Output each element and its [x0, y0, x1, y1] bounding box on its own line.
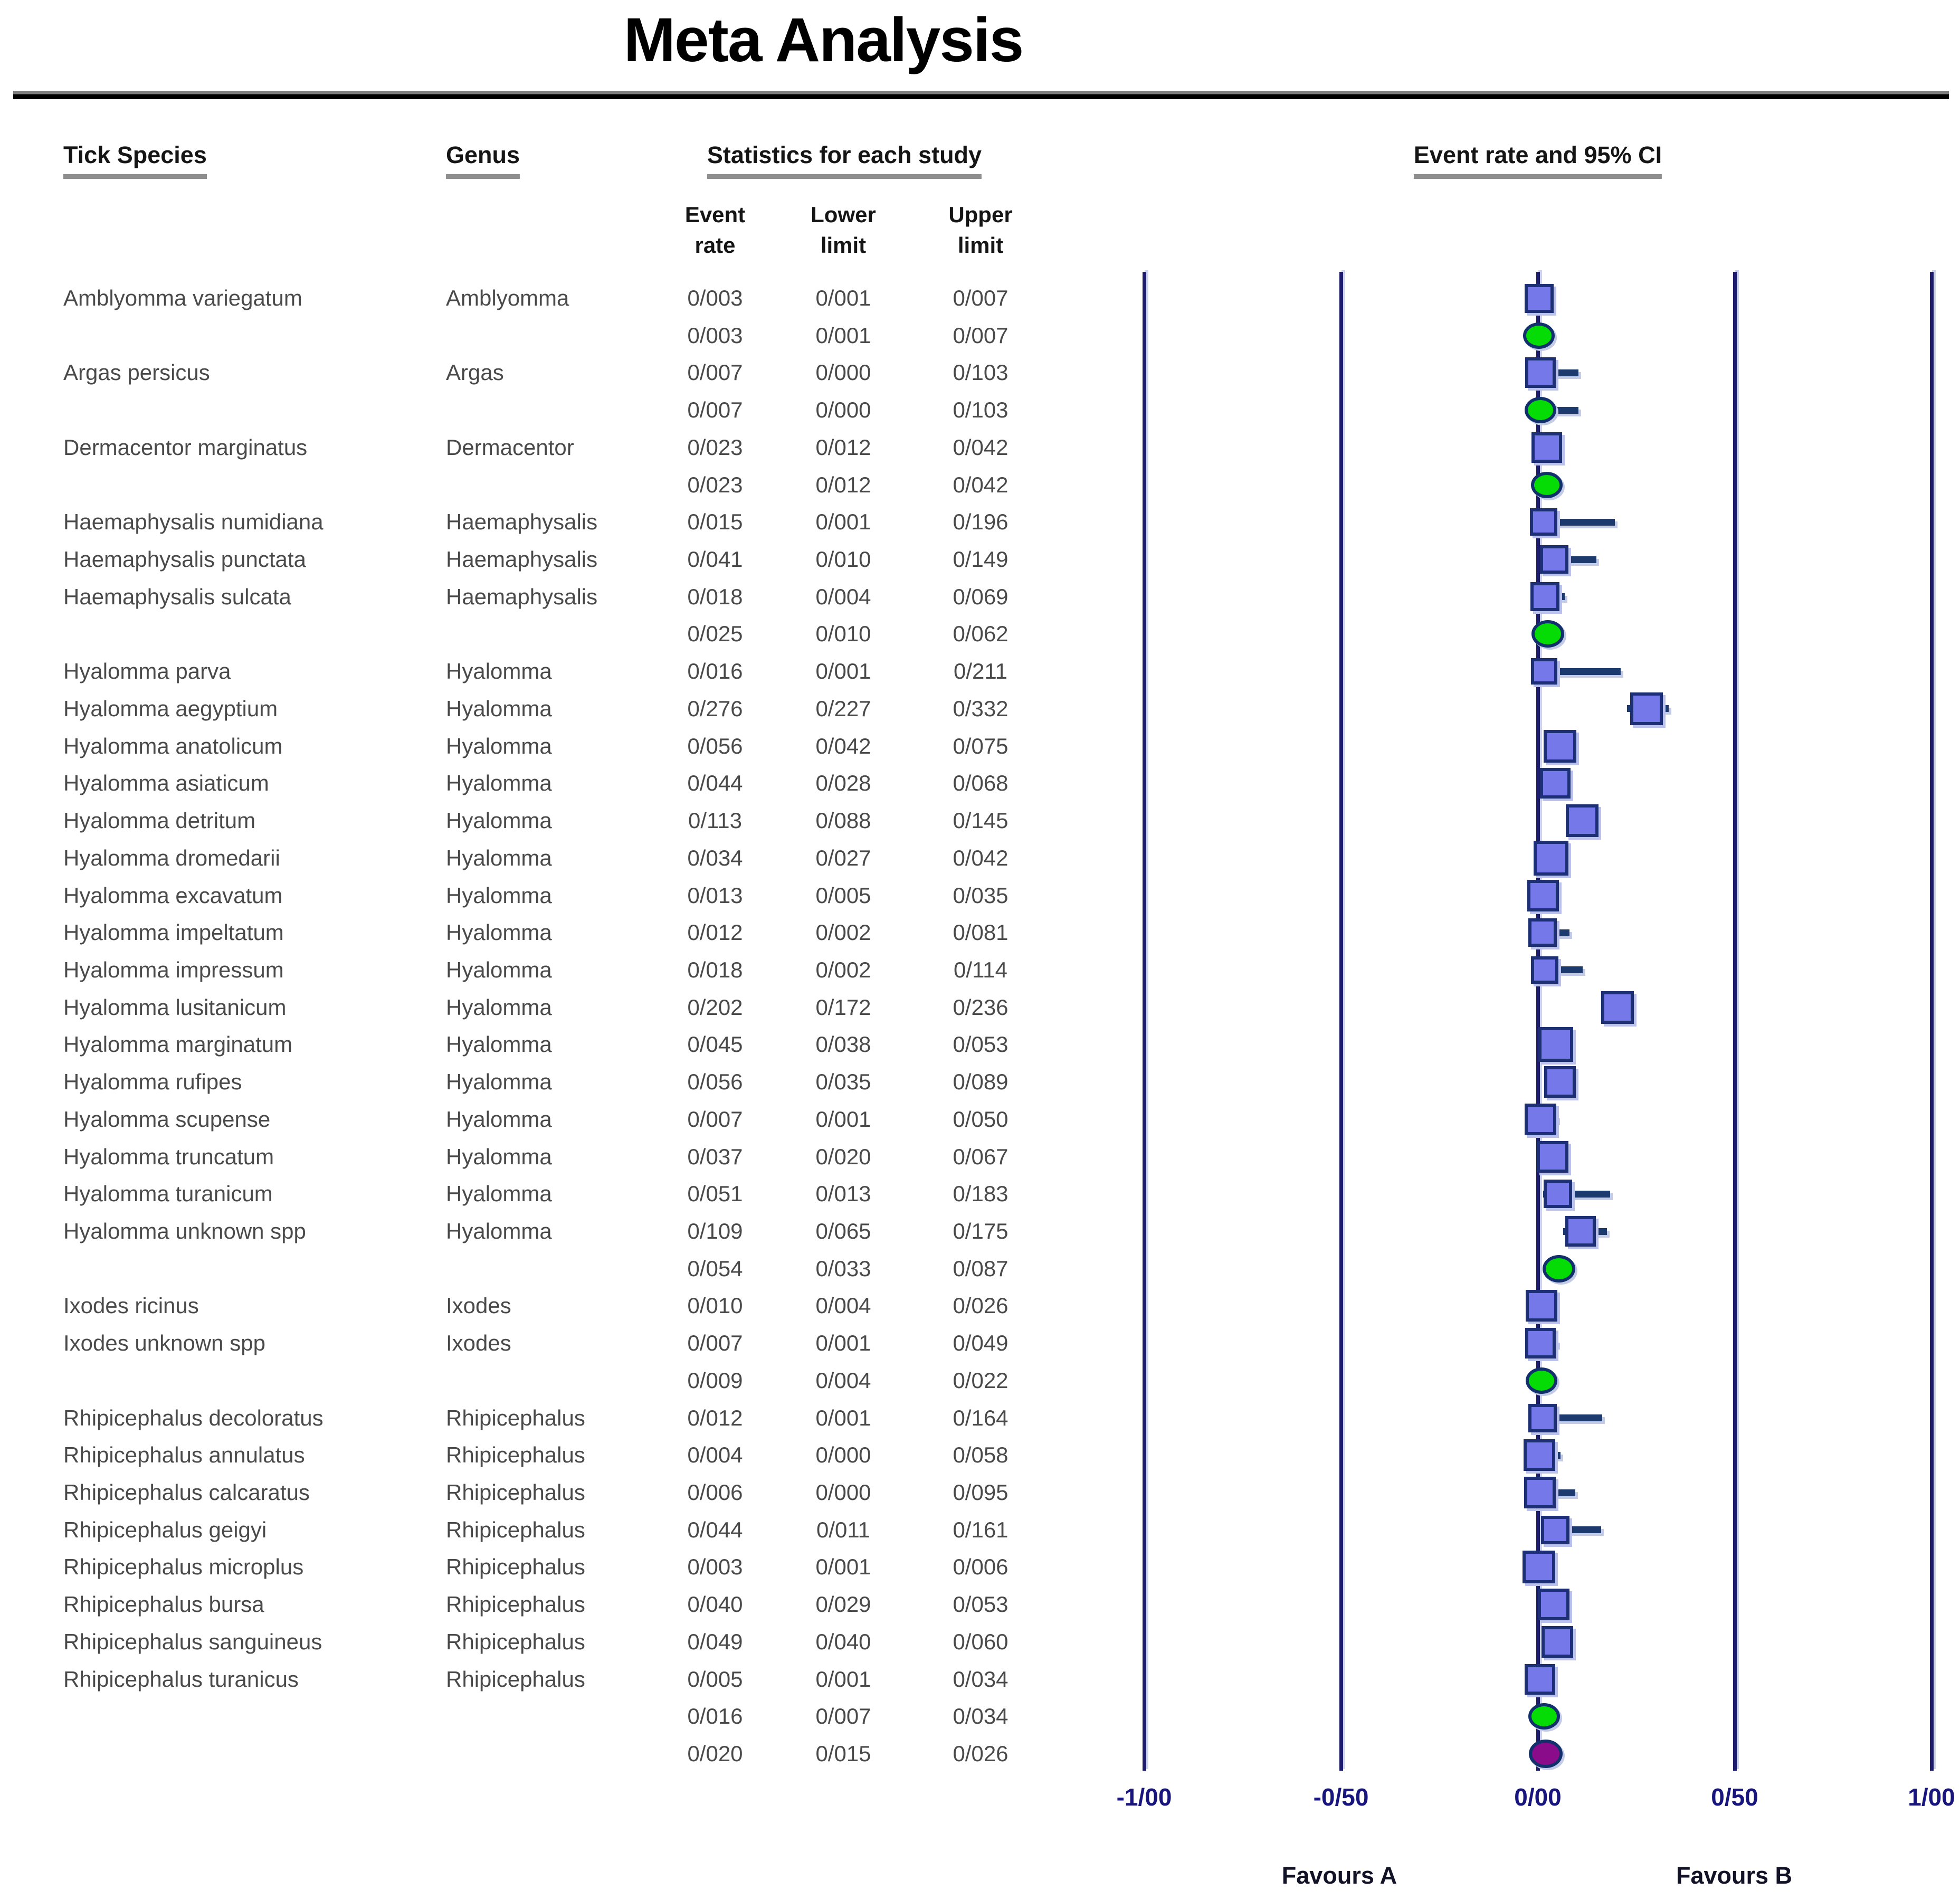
subtotal-circle — [1528, 1703, 1560, 1730]
table-row — [0, 1030, 1082, 1059]
lower-limit-cell: 0/040 — [815, 1629, 871, 1654]
table-row — [0, 1628, 1082, 1656]
genus-cell: Haemaphysalis — [446, 584, 598, 609]
study-square — [1534, 841, 1568, 876]
table-row — [0, 620, 1082, 648]
genus-cell: Rhipicephalus — [446, 1666, 585, 1692]
species-cell: Ixodes unknown spp — [63, 1331, 265, 1356]
lower-limit-cell: 0/000 — [815, 360, 871, 385]
table-row — [0, 1553, 1082, 1581]
lower-limit-cell: 0/042 — [815, 733, 871, 758]
species-cell: Hyalomma marginatum — [63, 1032, 293, 1057]
table-row — [0, 583, 1082, 611]
event-rate-cell: 0/018 — [687, 957, 743, 982]
lower-limit-cell: 0/002 — [815, 920, 871, 945]
species-cell: Haemaphysalis punctata — [63, 547, 306, 572]
upper-limit-cell: 0/103 — [953, 397, 1008, 423]
event-rate-cell: 0/054 — [687, 1256, 743, 1281]
lower-limit-cell: 0/004 — [815, 1367, 871, 1393]
genus-cell: Hyalomma — [446, 1106, 552, 1132]
subheader-event-line1: Event — [684, 202, 746, 227]
species-cell: Hyalomma impressum — [63, 957, 284, 982]
species-cell: Hyalomma dromedarii — [63, 845, 280, 870]
table-row — [0, 1441, 1082, 1469]
axis-tick-label: 0/00 — [1514, 1783, 1562, 1811]
genus-cell: Haemaphysalis — [446, 509, 598, 535]
lower-limit-cell: 0/001 — [815, 322, 871, 348]
upper-limit-cell: 0/034 — [953, 1666, 1008, 1692]
lower-limit-cell: 0/027 — [815, 845, 871, 870]
genus-cell: Ixodes — [446, 1293, 511, 1318]
gridline — [1733, 272, 1737, 1771]
table-row — [0, 545, 1082, 574]
table-row — [0, 471, 1082, 499]
lower-limit-cell: 0/001 — [815, 659, 871, 684]
study-square — [1530, 508, 1557, 536]
table-row — [0, 918, 1082, 947]
subheader-event-line2: rate — [694, 233, 736, 258]
event-rate-cell: 0/049 — [687, 1629, 743, 1654]
upper-limit-cell: 0/069 — [953, 584, 1008, 609]
species-cell: Rhipicephalus microplus — [63, 1554, 304, 1580]
gridline — [1930, 272, 1934, 1771]
lower-limit-cell: 0/172 — [815, 994, 871, 1020]
subheader-lower-limit — [780, 200, 907, 261]
species-cell: Rhipicephalus calcaratus — [63, 1480, 310, 1505]
species-cell: Rhipicephalus annulatus — [63, 1442, 305, 1468]
upper-limit-cell: 0/060 — [953, 1629, 1008, 1654]
event-rate-cell: 0/044 — [687, 771, 743, 796]
table-row — [0, 396, 1082, 424]
genus-cell: Hyalomma — [446, 1032, 552, 1057]
study-square — [1540, 768, 1571, 799]
lower-limit-cell: 0/007 — [815, 1704, 871, 1729]
genus-cell: Hyalomma — [446, 1069, 552, 1095]
lower-limit-cell: 0/033 — [815, 1256, 871, 1281]
species-cell: Hyalomma rufipes — [63, 1069, 242, 1095]
table-row — [0, 284, 1082, 312]
event-rate-cell: 0/007 — [687, 1331, 743, 1356]
table-row — [0, 433, 1082, 462]
table-row — [0, 1105, 1082, 1134]
species-cell: Rhipicephalus sanguineus — [63, 1629, 322, 1654]
axis-tick-label: -1/00 — [1116, 1783, 1172, 1811]
event-rate-cell: 0/004 — [687, 1442, 743, 1468]
axis-tick-label: 1/00 — [1908, 1783, 1955, 1811]
genus-cell: Hyalomma — [446, 920, 552, 945]
genus-cell: Hyalomma — [446, 696, 552, 721]
table-row — [0, 881, 1082, 910]
table-row — [0, 1516, 1082, 1544]
table-row — [0, 1180, 1082, 1208]
upper-limit-cell: 0/175 — [953, 1219, 1008, 1243]
table-row — [0, 956, 1082, 984]
event-rate-cell: 0/006 — [687, 1480, 743, 1505]
genus-cell: Rhipicephalus — [446, 1517, 585, 1542]
lower-limit-cell: 0/012 — [815, 434, 871, 460]
study-square — [1530, 582, 1559, 611]
upper-limit-cell: 0/007 — [953, 286, 1008, 310]
genus-cell: Hyalomma — [446, 957, 552, 982]
upper-limit-cell: 0/022 — [953, 1367, 1008, 1393]
table-row — [0, 1068, 1082, 1096]
species-cell: Rhipicephalus bursa — [63, 1592, 264, 1617]
upper-limit-cell: 0/332 — [953, 696, 1008, 721]
upper-limit-cell: 0/026 — [953, 1293, 1008, 1318]
event-rate-cell: 0/056 — [687, 1069, 743, 1095]
table-row — [0, 1143, 1082, 1171]
upper-limit-cell: 0/236 — [953, 994, 1008, 1020]
lower-limit-cell: 0/001 — [815, 1666, 871, 1692]
study-square — [1525, 1104, 1556, 1135]
study-square — [1525, 1328, 1556, 1358]
event-rate-cell: 0/023 — [687, 472, 743, 497]
table-row — [0, 1740, 1082, 1768]
subheader-event-rate — [652, 200, 778, 261]
study-square — [1524, 1477, 1556, 1508]
study-square — [1538, 1589, 1569, 1620]
study-square — [1525, 357, 1556, 388]
upper-limit-cell: 0/183 — [953, 1181, 1008, 1206]
col-header-statistics: Statistics for each study — [707, 141, 982, 179]
col-header-tick-species: Tick Species — [63, 141, 207, 179]
subheader-lower-line1: Lower — [811, 202, 876, 227]
gridline — [1339, 272, 1343, 1771]
upper-limit-cell: 0/068 — [953, 771, 1008, 796]
upper-limit-cell: 0/067 — [953, 1144, 1008, 1169]
subtotal-circle — [1525, 397, 1556, 423]
subtotal-circle — [1526, 1367, 1557, 1394]
table-row — [0, 806, 1082, 835]
study-square — [1531, 956, 1558, 984]
lower-limit-cell: 0/000 — [815, 397, 871, 423]
study-square — [1525, 1664, 1555, 1695]
lower-limit-cell: 0/028 — [815, 771, 871, 796]
table-row — [0, 695, 1082, 723]
table-row — [0, 508, 1082, 536]
genus-cell: Rhipicephalus — [446, 1405, 585, 1430]
upper-limit-cell: 0/089 — [953, 1069, 1008, 1095]
event-rate-cell: 0/109 — [687, 1219, 743, 1243]
favours-a-label: Favours A — [1281, 1862, 1397, 1889]
favours-b-label: Favours B — [1676, 1862, 1793, 1889]
species-cell: Hyalomma asiaticum — [63, 771, 269, 796]
lower-limit-cell: 0/002 — [815, 957, 871, 982]
lower-limit-cell: 0/010 — [815, 547, 871, 572]
table-row — [0, 769, 1082, 797]
species-cell: Hyalomma turanicum — [63, 1181, 273, 1206]
title-rule — [13, 91, 1949, 99]
lower-limit-cell: 0/001 — [815, 1405, 871, 1430]
genus-cell: Hyalomma — [446, 994, 552, 1020]
species-cell: Amblyomma variegatum — [63, 286, 302, 310]
study-square — [1525, 284, 1554, 313]
event-rate-cell: 0/276 — [687, 696, 743, 721]
upper-limit-cell: 0/026 — [953, 1741, 1008, 1766]
study-square — [1528, 918, 1557, 947]
genus-cell: Haemaphysalis — [446, 547, 598, 572]
table-row — [0, 993, 1082, 1022]
col-header-genus: Genus — [446, 141, 520, 179]
species-cell: Hyalomma detritum — [63, 808, 256, 833]
lower-limit-cell: 0/000 — [815, 1442, 871, 1468]
species-cell: Hyalomma scupense — [63, 1106, 271, 1132]
table-row — [0, 1665, 1082, 1694]
event-rate-cell: 0/113 — [688, 808, 742, 833]
upper-limit-cell: 0/006 — [953, 1554, 1008, 1580]
upper-limit-cell: 0/114 — [954, 957, 1007, 982]
event-rate-cell: 0/015 — [687, 509, 743, 535]
lower-limit-cell: 0/088 — [815, 808, 871, 833]
event-rate-cell: 0/044 — [687, 1517, 743, 1542]
study-square — [1544, 730, 1576, 763]
upper-limit-cell: 0/007 — [953, 322, 1008, 348]
species-cell: Hyalomma aegyptium — [63, 696, 278, 721]
event-rate-cell: 0/007 — [687, 397, 743, 423]
subheader-upper-limit — [917, 200, 1044, 261]
subtotal-circle — [1531, 620, 1564, 648]
event-rate-cell: 0/003 — [687, 286, 743, 310]
table-row — [0, 1404, 1082, 1432]
table-row — [0, 844, 1082, 872]
study-square — [1526, 1290, 1557, 1322]
lower-limit-cell: 0/005 — [815, 882, 871, 908]
upper-limit-cell: 0/196 — [953, 509, 1008, 535]
event-rate-cell: 0/010 — [687, 1293, 743, 1318]
lower-limit-cell: 0/004 — [815, 1293, 871, 1318]
lower-limit-cell: 0/020 — [815, 1144, 871, 1169]
species-cell: Hyalomma impeltatum — [63, 920, 284, 945]
upper-limit-cell: 0/053 — [953, 1592, 1008, 1617]
axis-tick-label: -0/50 — [1313, 1783, 1369, 1811]
species-cell: Hyalomma unknown spp — [63, 1219, 306, 1243]
study-square — [1528, 1404, 1557, 1432]
upper-limit-cell: 0/161 — [953, 1517, 1008, 1542]
upper-limit-cell: 0/042 — [953, 845, 1008, 870]
gridline — [1143, 272, 1146, 1771]
subheader-upper-line2: limit — [957, 233, 1004, 258]
subtotal-circle — [1543, 1255, 1575, 1282]
study-square — [1566, 804, 1599, 837]
upper-limit-cell: 0/095 — [953, 1480, 1008, 1505]
event-rate-cell: 0/003 — [687, 322, 743, 348]
page-title: Meta Analysis — [623, 5, 1023, 75]
study-square — [1531, 658, 1557, 685]
lower-limit-cell: 0/001 — [815, 509, 871, 535]
upper-limit-cell: 0/053 — [953, 1032, 1008, 1057]
event-rate-cell: 0/003 — [687, 1554, 743, 1580]
lower-limit-cell: 0/001 — [815, 1554, 871, 1580]
overall-circle — [1529, 1740, 1563, 1768]
genus-cell: Hyalomma — [446, 771, 552, 796]
lower-limit-cell: 0/065 — [815, 1219, 871, 1243]
genus-cell: Hyalomma — [446, 808, 552, 833]
upper-limit-cell: 0/058 — [953, 1442, 1008, 1468]
lower-limit-cell: 0/010 — [815, 621, 871, 647]
species-cell: Hyalomma excavatum — [63, 882, 283, 908]
event-rate-cell: 0/023 — [687, 434, 743, 460]
genus-cell: Hyalomma — [446, 1181, 552, 1206]
table-row — [0, 1590, 1082, 1619]
event-rate-cell: 0/040 — [687, 1592, 743, 1617]
table-row — [0, 358, 1082, 387]
upper-limit-cell: 0/062 — [953, 621, 1008, 647]
event-rate-cell: 0/012 — [687, 920, 743, 945]
species-cell: Argas persicus — [63, 360, 210, 385]
table-row — [0, 1329, 1082, 1357]
genus-cell: Argas — [446, 360, 504, 385]
table-row — [0, 657, 1082, 686]
lower-limit-cell: 0/227 — [815, 696, 871, 721]
study-square — [1523, 1551, 1555, 1583]
event-rate-cell: 0/020 — [687, 1741, 743, 1766]
subtotal-circle — [1523, 322, 1555, 349]
species-cell: Rhipicephalus geigyi — [63, 1517, 267, 1542]
lower-limit-cell: 0/001 — [815, 1106, 871, 1132]
upper-limit-cell: 0/211 — [954, 659, 1007, 684]
genus-cell: Hyalomma — [446, 1219, 552, 1243]
genus-cell: Hyalomma — [446, 845, 552, 870]
lower-limit-cell: 0/029 — [815, 1592, 871, 1617]
lower-limit-cell: 0/000 — [815, 1480, 871, 1505]
upper-limit-cell: 0/049 — [953, 1331, 1008, 1356]
event-rate-cell: 0/007 — [687, 360, 743, 385]
upper-limit-cell: 0/149 — [953, 547, 1008, 572]
event-rate-cell: 0/045 — [687, 1032, 743, 1057]
event-rate-cell: 0/012 — [687, 1405, 743, 1430]
study-square — [1544, 1180, 1572, 1208]
study-square — [1540, 545, 1568, 574]
upper-limit-cell: 0/034 — [953, 1704, 1008, 1729]
study-square — [1537, 1141, 1568, 1173]
study-square — [1542, 1626, 1573, 1658]
lower-limit-cell: 0/001 — [815, 286, 871, 310]
upper-limit-cell: 0/035 — [953, 882, 1008, 908]
species-cell: Ixodes ricinus — [63, 1293, 199, 1318]
upper-limit-cell: 0/081 — [953, 920, 1008, 945]
lower-limit-cell: 0/001 — [815, 1331, 871, 1356]
upper-limit-cell: 0/042 — [953, 434, 1008, 460]
genus-cell: Hyalomma — [446, 659, 552, 684]
study-square — [1527, 880, 1559, 911]
species-cell: Rhipicephalus turanicus — [63, 1666, 299, 1692]
event-rate-cell: 0/025 — [687, 621, 743, 647]
study-square — [1601, 991, 1634, 1024]
lower-limit-cell: 0/038 — [815, 1032, 871, 1057]
study-square — [1538, 1027, 1573, 1062]
event-rate-cell: 0/009 — [687, 1367, 743, 1393]
lower-limit-cell: 0/035 — [815, 1069, 871, 1095]
upper-limit-cell: 0/075 — [953, 733, 1008, 758]
genus-cell: Rhipicephalus — [446, 1480, 585, 1505]
table-row — [0, 321, 1082, 350]
genus-cell: Rhipicephalus — [446, 1592, 585, 1617]
event-rate-cell: 0/005 — [687, 1666, 743, 1692]
table-row — [0, 1366, 1082, 1395]
axis-tick-label: 0/50 — [1711, 1783, 1758, 1811]
species-cell: Haemaphysalis numidiana — [63, 509, 324, 535]
lower-limit-cell: 0/013 — [815, 1181, 871, 1206]
lower-limit-cell: 0/012 — [815, 472, 871, 497]
table-row — [0, 732, 1082, 761]
genus-cell: Hyalomma — [446, 882, 552, 908]
species-cell: Hyalomma anatolicum — [63, 733, 283, 758]
genus-cell: Rhipicephalus — [446, 1554, 585, 1580]
study-square — [1541, 1516, 1569, 1544]
table-row — [0, 1478, 1082, 1507]
genus-cell: Dermacentor — [446, 434, 574, 460]
event-rate-cell: 0/037 — [687, 1144, 743, 1169]
genus-cell: Ixodes — [446, 1331, 511, 1356]
species-cell: Haemaphysalis sulcata — [63, 584, 291, 609]
upper-limit-cell: 0/050 — [953, 1106, 1008, 1132]
lower-limit-cell: 0/011 — [816, 1517, 870, 1542]
study-square — [1524, 1439, 1555, 1471]
upper-limit-cell: 0/087 — [953, 1256, 1008, 1281]
table-row — [0, 1217, 1082, 1246]
study-square — [1544, 1066, 1576, 1098]
genus-cell: Amblyomma — [446, 286, 569, 310]
species-cell: Rhipicephalus decoloratus — [63, 1405, 324, 1430]
genus-cell: Hyalomma — [446, 733, 552, 758]
event-rate-cell: 0/034 — [687, 845, 743, 870]
study-square — [1565, 1216, 1596, 1247]
event-rate-cell: 0/013 — [687, 882, 743, 908]
event-rate-cell: 0/016 — [687, 1704, 743, 1729]
event-rate-cell: 0/016 — [687, 659, 743, 684]
genus-cell: Rhipicephalus — [446, 1442, 585, 1468]
study-square — [1630, 692, 1663, 725]
subheader-upper-line1: Upper — [948, 202, 1013, 227]
event-rate-cell: 0/202 — [687, 994, 743, 1020]
lower-limit-cell: 0/004 — [815, 584, 871, 609]
upper-limit-cell: 0/103 — [953, 360, 1008, 385]
table-row — [0, 1291, 1082, 1320]
upper-limit-cell: 0/164 — [953, 1405, 1008, 1430]
species-cell: Hyalomma parva — [63, 659, 231, 684]
table-row — [0, 1702, 1082, 1731]
species-cell: Hyalomma lusitanicum — [63, 994, 287, 1020]
subtotal-circle — [1531, 472, 1563, 498]
event-rate-cell: 0/056 — [687, 733, 743, 758]
species-cell: Hyalomma truncatum — [63, 1144, 274, 1169]
upper-limit-cell: 0/145 — [953, 808, 1008, 833]
study-square — [1531, 432, 1562, 463]
upper-limit-cell: 0/042 — [953, 472, 1008, 497]
event-rate-cell: 0/041 — [687, 547, 743, 572]
event-rate-cell: 0/018 — [687, 584, 743, 609]
event-rate-cell: 0/051 — [687, 1181, 743, 1206]
subheader-lower-line2: limit — [820, 233, 867, 258]
lower-limit-cell: 0/015 — [815, 1741, 871, 1766]
event-rate-cell: 0/007 — [687, 1106, 743, 1132]
col-header-plot: Event rate and 95% CI — [1414, 141, 1662, 179]
table-row — [0, 1255, 1082, 1283]
species-cell: Dermacentor marginatus — [63, 434, 308, 460]
genus-cell: Hyalomma — [446, 1144, 552, 1169]
genus-cell: Rhipicephalus — [446, 1629, 585, 1654]
